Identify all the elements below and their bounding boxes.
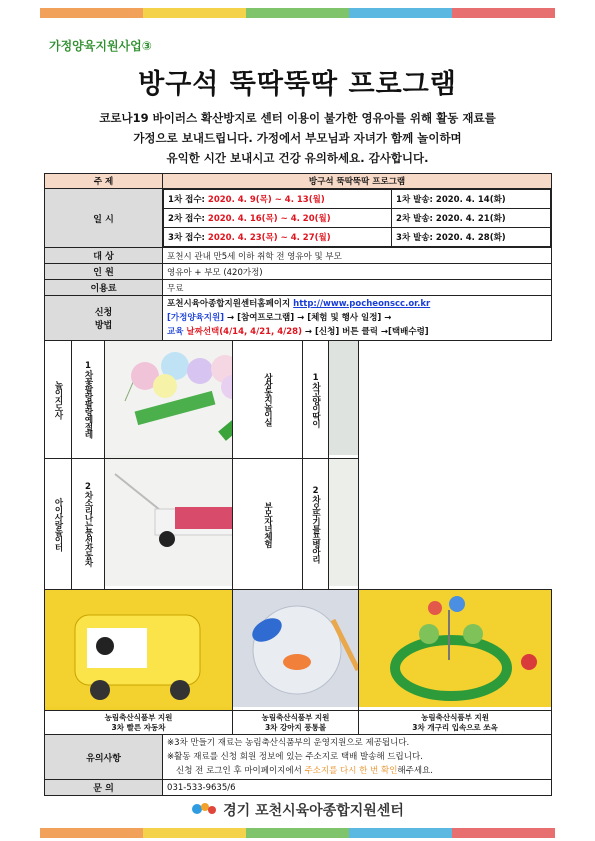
gallery-item-2: 1차고양이딱이 bbox=[303, 341, 329, 459]
notes-label: 유의사항 bbox=[45, 735, 163, 780]
schedule-label: 일 시 bbox=[45, 189, 163, 248]
photo-puppy-ball bbox=[233, 590, 359, 711]
caption-bus-car: 농림축산식품부 지원 3차 빨른 자동차 bbox=[45, 711, 233, 735]
gallery-cat-1: 놀이지도사 bbox=[45, 341, 72, 459]
contact-label: 문 의 bbox=[45, 780, 163, 796]
gallery-cat-4: 부모자녀체험 bbox=[233, 459, 303, 590]
photo-chick-tumbler bbox=[329, 459, 359, 590]
subject-value: 방구석 뚝딱뚝딱 프로그램 bbox=[163, 174, 552, 189]
caption-frog-mouth: 농림축산식품부 지원 3차 개구리 입속으로 쏘옥 bbox=[359, 711, 552, 735]
target-value: 포천시 관내 만5세 이하 취학 전 영유아 및 부모 bbox=[163, 248, 552, 264]
apply-method: 포천시육아종합지원센터홈페이지 http://www.pocheonscc.or.kr [가정양육지원] → [참여프로그램] → [체험 및 행사 일정] → 교육 날짜선택(4/14, 4/21, 4/28) → [신청] 버튼 클릭 →[택배수령] bbox=[163, 296, 552, 341]
gallery-item-3: 2차소리나는풍선자동차 bbox=[72, 459, 105, 590]
photo-frog-mouth bbox=[359, 590, 552, 711]
info-table bbox=[44, 173, 552, 796]
top-color-bar bbox=[40, 8, 555, 18]
center-name: 경기 포천시육아종합지원센터 bbox=[223, 803, 404, 819]
program-tag: 가정양육지원사업③ bbox=[49, 39, 152, 53]
photo-balloon-car bbox=[105, 459, 233, 590]
caption-puppy-ball: 농림축산식품부 지원 3차 강아지 풍통볼 bbox=[233, 711, 359, 735]
gallery-item-4: 2차오뚜기틀프병아리 bbox=[303, 459, 329, 590]
contact-value: 031-533-9635/6 bbox=[163, 780, 552, 796]
schedule-grid: 1차 접수: 2020. 4. 9(목) ~ 4. 13(월) 1차 발송: 2020. 4. 14(화) 2차 접수: 2020. 4. 16(목) ~ 4. 20(월) 2차 발송: 2020. 4. 21(화) 3차 접수: 2020. 4. 23(목) ~ 4. 27(월) 3차 발송: 2020. 4. 28(화) bbox=[163, 189, 551, 247]
fee-value: 무료 bbox=[163, 280, 552, 296]
gallery-cat-3: 아이사랑놀이터 bbox=[45, 459, 72, 590]
subject-label: 주 제 bbox=[45, 174, 163, 189]
photo-bus-car bbox=[45, 590, 233, 711]
notes-text: ※3차 만들기 재료는 농림축산식품부의 운영지원으로 제공됩니다. ※활동 재료를 신청 회원 정보에 있는 주소지로 택배 발송해 드립니다. 신청 전 로그인 후 마이페이지에서 주소지를 다시 한 번 확인해주세요. bbox=[163, 735, 552, 780]
fee-label: 이용료 bbox=[45, 280, 163, 296]
photo-flower-fan bbox=[105, 341, 233, 459]
intro-text: 코로나19 바이러스 확산방지로 센터 이용이 불가한 영유아를 위해 활동 재료를 가정으로 보내드립니다. 가정에서 부모님과 자녀가 함께 놀이하며 유익한 시간 보내시고 건강 유의하세요. 감사합니다. bbox=[99, 111, 496, 165]
gallery-cat-2: 상상동지놀이실 bbox=[233, 341, 303, 459]
apply-label: 신청 방법 bbox=[45, 296, 163, 341]
page-title: 방구석 뚝딱뚝딱 프로그램 bbox=[138, 69, 457, 100]
people-value: 영유아 + 부모 (420가정) bbox=[163, 264, 552, 280]
center-logo-icon bbox=[191, 800, 217, 822]
photo-cat-toy bbox=[329, 341, 359, 459]
footer bbox=[0, 800, 595, 822]
homepage-link[interactable]: http://www.pocheonscc.or.kr bbox=[293, 299, 431, 309]
people-label: 인 원 bbox=[45, 264, 163, 280]
bottom-color-bar bbox=[40, 828, 555, 838]
gallery-item-1: 1차꽃팔랑팔랑예절레 bbox=[72, 341, 105, 459]
target-label: 대 상 bbox=[45, 248, 163, 264]
